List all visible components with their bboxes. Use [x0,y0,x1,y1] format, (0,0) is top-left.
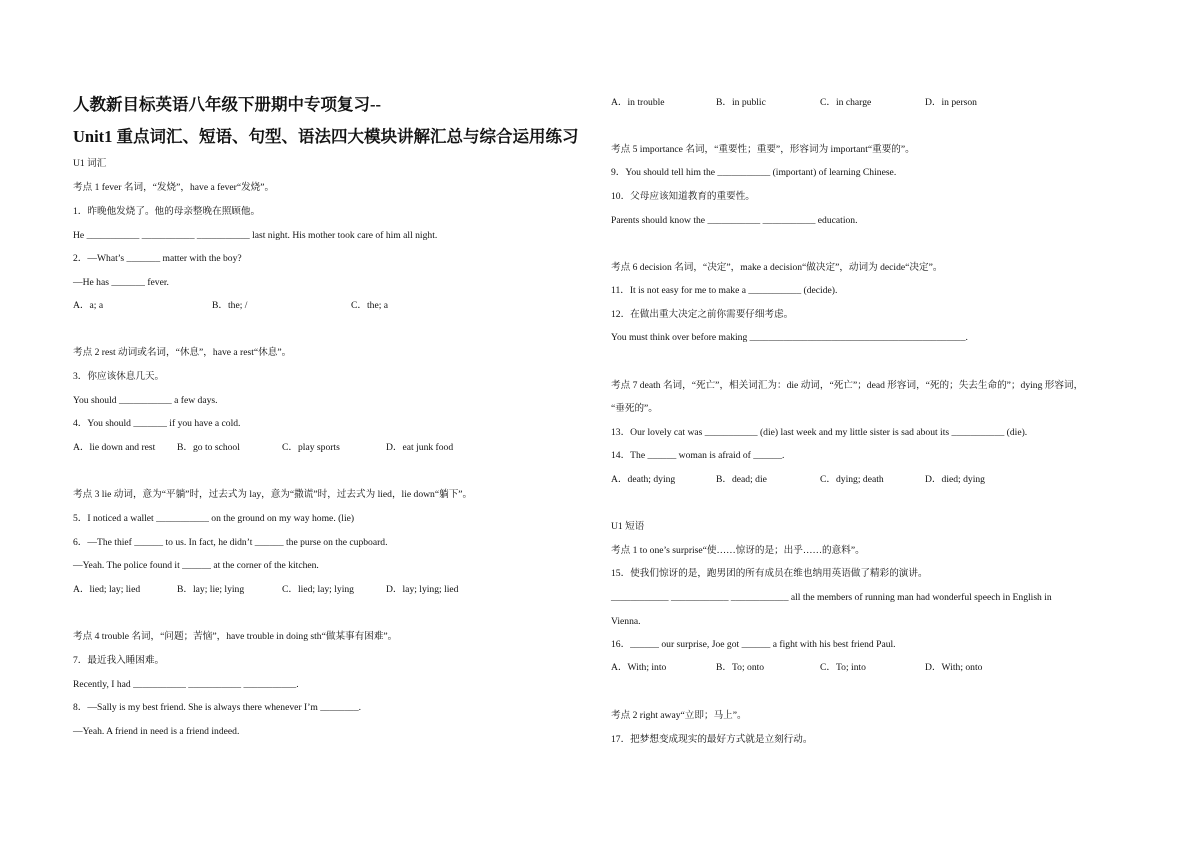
question-17-chinese: 17．把梦想变成现实的最好方式就是立刻行动。 [611,734,813,745]
question-8-line-b: —Yeah. A friend in need is a friend indeed. [73,726,240,737]
question-10-chinese: 10．父母应该知道教育的重要性。 [611,191,755,202]
question-7-english: Recently, I had ___________ ___________ ___________. [73,679,299,690]
question-15-english-b: Vienna. [611,616,641,627]
key-point-1: 考点 1 fever 名词，“发烧”，have a fever“发烧”。 [73,182,275,193]
key-point-2: 考点 2 rest 动词或名词，“休息”，have a rest“休息”。 [73,347,292,358]
section-heading-vocab: U1 词汇 [73,158,107,169]
q2-option-b: B．the; / [212,300,248,311]
question-13: 13．Our lovely cat was ___________ (die) last week and my little sister is sad about its ___________ (die). [611,427,1028,438]
phrase-key-point-1: 考点 1 to one’s surprise“使……惊讶的是；出乎……的意料”。 [611,545,865,556]
key-point-6: 考点 6 decision 名词，“决定”，make a decision“做决定”，动词为 decide“决定”。 [611,262,943,273]
key-point-3: 考点 3 lie 动词，意为“平躺”时，过去式为 lay，意为“撒谎”时，过去式为 lied，lie down“躺下”。 [73,489,473,500]
q8-option-d: D．in person [925,97,977,108]
question-6-line-b: —Yeah. The police found it ______ at the corner of the kitchen. [73,560,319,571]
q8-option-b: B．in public [716,97,766,108]
key-point-4: 考点 4 trouble 名词，“问题；苦恼”，have trouble in doing sth“做某事有困难”。 [73,631,398,642]
question-16: 16．______ our surprise, Joe got ______ a fight with his best friend Paul. [611,639,896,650]
q4-option-a: A．lie down and rest [73,442,156,453]
question-14: 14．The ______ woman is afraid of ______. [611,450,785,461]
q14-option-d: D．died; dying [925,474,985,485]
question-9: 9．You should tell him the ___________ (important) of learning Chinese. [611,167,897,178]
question-8-line-a: 8．—Sally is my best friend. She is always there whenever I’m ________. [73,702,362,713]
question-3-english: You should ___________ a few days. [73,395,218,406]
q16-option-c: C．To; into [820,662,866,673]
q16-option-b: B．To; onto [716,662,765,673]
key-point-7-line-a: 考点 7 death 名词，“死亡”，相关词汇为：die 动词，“死亡”；dead 形容词，“死的；失去生命的”；dying 形容词， [611,380,1084,391]
question-2-line-a: 2．—What’s _______ matter with the boy? [73,253,242,264]
question-6-line-a: 6．—The thief ______ to us. In fact, he didn’t ______ the purse on the cupboard. [73,537,388,548]
question-12-chinese: 12．在做出重大决定之前你需要仔细考虑。 [611,309,794,320]
q14-option-b: B．dead; die [716,474,767,485]
q6-option-a: A．lied; lay; lied [73,584,141,595]
q4-option-b: B．go to school [177,442,240,453]
question-7-chinese: 7．最近我入睡困难。 [73,655,165,666]
question-12-english: You must think over before making _____________________________________________. [611,332,968,343]
question-11: 11．It is not easy for me to make a ___________ (decide). [611,285,838,296]
q6-option-c: C．lied; lay; lying [282,584,354,595]
question-2-line-b: —He has _______ fever. [73,277,169,288]
q8-option-a: A．in trouble [611,97,665,108]
q16-option-a: A．With; into [611,662,667,673]
q16-option-d: D．With; onto [925,662,983,673]
q8-option-c: C．in charge [820,97,872,108]
q4-option-d: D．eat junk food [386,442,454,453]
question-10-english: Parents should know the ___________ ___________ education. [611,215,858,226]
key-point-5: 考点 5 importance 名词，“重要性；重要”，形容词为 important“重要的”。 [611,144,915,155]
phrase-key-point-2: 考点 2 right away“立即；马上”。 [611,710,747,721]
question-3-chinese: 3．你应该休息几天。 [73,371,165,382]
question-4: 4．You should _______ if you have a cold. [73,418,241,429]
q6-option-b: B．lay; lie; lying [177,584,245,595]
q14-option-a: A．death; dying [611,474,676,485]
section-heading-phrases: U1 短语 [611,521,645,532]
question-5: 5．I noticed a wallet ___________ on the ground on my way home. (lie) [73,513,355,524]
q14-option-c: C．dying; death [820,474,884,485]
question-15-chinese: 15．使我们惊讶的是，跑男团的所有成员在维也纳用英语做了精彩的演讲。 [611,568,928,579]
q2-option-a: A．a; a [73,300,104,311]
key-point-7-line-b: “垂死的”。 [611,403,658,414]
q4-option-c: C．play sports [282,442,340,453]
question-1-english: He ___________ ___________ ___________ last night. His mother took care of him all night. [73,230,438,241]
q6-option-d: D．lay; lying; lied [386,584,459,595]
page-title-line-2: Unit1 重点词汇、短语、句型、语法四大模块讲解汇总与综合运用练习 [73,127,579,146]
q2-option-c: C．the; a [351,300,389,311]
question-1-chinese: 1．昨晚他发烧了。他的母亲整晚在照顾他。 [73,206,261,217]
page-title-line-1: 人教新目标英语八年级下册期中专项复习-- [73,95,381,114]
question-15-english-a: ____________ ____________ ____________ all the members of running man had wonderful speech in English in [611,592,1052,603]
